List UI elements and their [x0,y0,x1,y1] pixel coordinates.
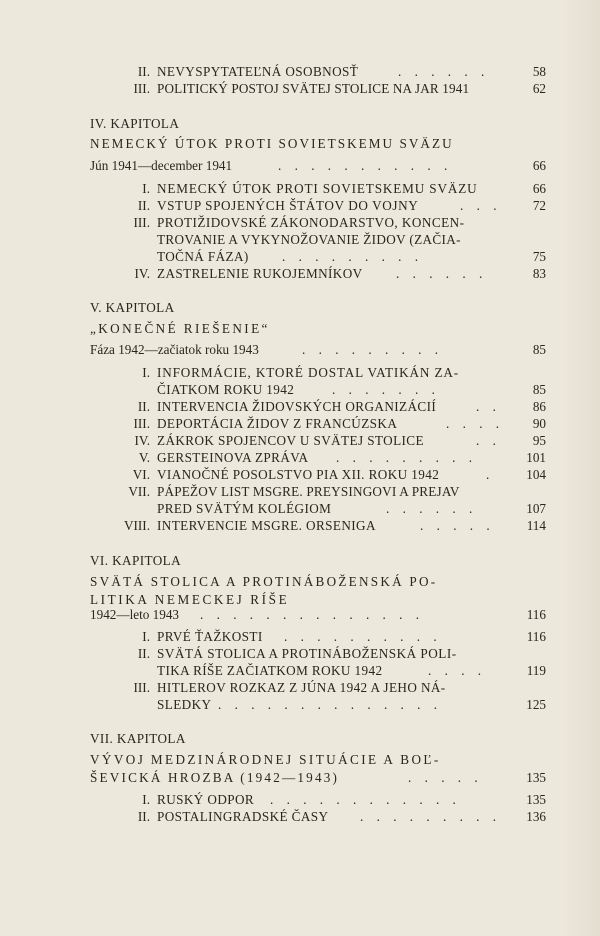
toc-entry [0,364,600,382]
toc-entry-continued [0,696,600,714]
chapter-number: VII. KAPITOLA [90,731,186,746]
entry-number: I. [142,181,150,196]
page-number: 90 [532,416,546,431]
entry-title: POLITICKÝ POSTOJ SVÄTEJ STOLICE NA JAR 1941 [157,81,470,96]
entry-title: SVÄTÁ STOLICA A PROTINÁBOŽENSKÁ POLI- [157,646,457,661]
entry-title: INTERVENCIA ŽIDOVSKÝCH ORGANIZÁCIÍ [157,399,437,414]
page-number: 104 [526,467,546,482]
leader-dots: . [486,467,495,482]
entry-number: II. [137,646,150,661]
toc-entry-continued [0,231,600,249]
toc-entry-continued [0,500,600,518]
leader-dots: . . . . . . . . . . . [278,158,453,173]
chapter-period [0,157,600,175]
leader-dots: . . . . . . . . . [302,342,444,357]
entry-number: I. [142,629,150,644]
leader-dots: . . [476,399,501,414]
toc-entry [0,265,600,283]
page-number: 119 [526,663,546,678]
entry-title: PÁPEŽOV LIST MSGRE. PREYSINGOVI A PREJAV [157,484,460,499]
page-number: 101 [526,450,546,465]
leader-dots: . . . . . [408,770,483,785]
page-number: 116 [526,629,546,644]
entry-number: VII. [128,484,150,499]
leader-dots: . . . . . . [386,501,478,516]
page-number: 83 [532,266,546,281]
entry-number: II. [137,809,150,824]
entry-title: ZÁKROK SPOJENCOV U SVÄTEJ STOLICE [157,433,424,448]
page-number: 135 [526,792,546,807]
entry-title: NEMECKÝ ÚTOK PROTI SOVIETSKEMU SVÄZU [157,181,478,196]
toc-entry [0,628,600,646]
page-number: 85 [532,342,546,357]
entry-number: II. [137,64,150,79]
entry-number: III. [133,680,150,695]
chapter-title [0,135,600,153]
entry-number: III. [133,416,150,431]
leader-dots: . . . . [446,416,505,431]
entry-number: IV. [134,266,150,281]
chapter-number: VI. KAPITOLA [90,553,182,568]
toc-entry [0,483,600,501]
entry-number: VI. [132,467,150,482]
leader-dots: . . . . . . . [332,382,440,397]
toc-entry [0,449,600,467]
chapter-title [0,573,600,591]
entry-title: TIKA RÍŠE ZAČIATKOM ROKU 1942 [157,663,383,678]
page-number: 114 [526,518,546,533]
chapter-title-text: SVÄTÁ STOLICA A PROTINÁBOŽENSKÁ PO- [90,574,438,589]
leader-dots: . . . . . [420,518,495,533]
toc-entry [0,197,600,215]
leader-dots: . . [476,433,501,448]
entry-number: VIII. [124,518,150,533]
toc-entry [0,398,600,416]
toc-entry [0,645,600,663]
leader-dots: . . . . . . [398,64,490,79]
toc-entry [0,180,600,198]
page-number: 58 [532,64,546,79]
entry-title: HITLEROV ROZKAZ Z JÚNA 1942 A JEHO NÁ- [157,680,446,695]
leader-dots: . . . . . . . . . . . . . . [200,607,425,622]
leader-dots: . . . . . . . . . . . . [270,792,461,807]
chapter-heading [0,299,600,317]
leader-dots: . . . . . . . . . [282,249,424,264]
toc-entry [0,808,600,826]
page-number: 95 [532,433,546,448]
toc-entry-continued [0,248,600,266]
entry-title: TROVANIE A VYKYNOŽOVANIE ŽIDOV (ZAČIA- [157,232,461,247]
leader-dots: . . . . . . . . . . [284,629,442,644]
chapter-number: IV. KAPITOLA [90,116,180,131]
entry-title: POSTALINGRADSKÉ ČASY [157,809,329,824]
entry-title: TOČNÁ FÁZA) [157,249,249,264]
toc-entry [0,415,600,433]
leader-dots: . . . . . . [396,266,488,281]
page-number: 116 [526,607,546,622]
toc-entry [0,432,600,450]
chapter-title-text: ŠEVICKÁ HROZBA (1942—1943) [90,770,340,785]
entry-title: DEPORTÁCIA ŽIDOV Z FRANCÚZSKA [157,416,398,431]
leader-dots: . . . . [428,663,487,678]
leader-dots: . . . [460,198,502,213]
toc-entry-continued [0,662,600,680]
toc-entry [0,214,600,232]
page-number: 66 [532,181,546,196]
entry-title: PROTIŽIDOVSKÉ ZÁKONODARSTVO, KONCEN- [157,215,465,230]
page-number: 75 [532,249,546,264]
entry-title: ČIATKOM ROKU 1942 [157,382,295,397]
page-number: 72 [532,198,546,213]
entry-title: GERSTEINOVA ZPRÁVA [157,450,309,465]
toc-entry [0,517,600,535]
chapter-title-text: VÝVOJ MEDZINÁRODNEJ SITUÁCIE A BOĽ- [90,752,441,767]
toc-entry [0,466,600,484]
leader-dots: . . . . . . . . . . . . . . [218,697,443,712]
leader-dots: . . . . . . . . . [360,809,502,824]
chapter-period [0,341,600,359]
entry-title: INFORMÁCIE, KTORÉ DOSTAL VATIKÁN ZA- [157,365,459,380]
chapter-heading [0,552,600,570]
chapter-number: V. KAPITOLA [90,300,175,315]
period-text: Jún 1941—december 1941 [90,158,233,173]
period-text: Fáza 1942—začiatok roku 1943 [90,342,259,357]
page-number: 107 [526,501,546,516]
toc-entry [0,80,600,98]
toc-entry [0,679,600,697]
page-number: 66 [532,158,546,173]
chapter-title [0,320,600,338]
entry-number: IV. [134,433,150,448]
entry-title: PRVÉ ŤAŽKOSTI [157,629,263,644]
entry-number: II. [137,399,150,414]
entry-number: I. [142,792,150,807]
entry-title: ZASTRELENIE RUKOJEMNÍKOV [157,266,363,281]
entry-title: VIANOČNÉ POSOLSTVO PIA XII. ROKU 1942 [157,467,440,482]
entry-title: INTERVENCIE MSGRE. ORSENIGA [157,518,376,533]
period-text: 1942—leto 1943 [90,607,180,622]
entry-number: II. [137,198,150,213]
page-number: 86 [532,399,546,414]
chapter-title-text: LITIKA NEMECKEJ RÍŠE [90,592,290,607]
chapter-title [0,769,600,787]
entry-title: RUSKÝ ODPOR [157,792,255,807]
entry-title: SLEDKY [157,697,212,712]
entry-number: V. [138,450,150,465]
toc-entry-continued [0,381,600,399]
page-number: 125 [526,697,546,712]
page-number: 62 [532,81,546,96]
entry-title: NEVYSPYTATEĽNÁ OSOBNOSŤ [157,64,359,79]
entry-number: III. [133,215,150,230]
page-number: 135 [526,770,546,785]
chapter-title-text: NEMECKÝ ÚTOK PROTI SOVIETSKEMU SVÄZU [90,136,454,151]
leader-dots: . . . . . . . . . [336,450,478,465]
page-number: 85 [532,382,546,397]
entry-title: PRED SVÄTÝM KOLÉGIOM [157,501,332,516]
chapter-title [0,751,600,769]
chapter-heading [0,115,600,133]
entry-number: I. [142,365,150,380]
chapter-period [0,606,600,624]
page-number: 136 [526,809,546,824]
entry-title: VSTUP SPOJENÝCH ŠTÁTOV DO VOJNY [157,198,419,213]
chapter-title-text: „KONEČNÉ RIEŠENIE“ [90,321,270,336]
toc-entry [0,791,600,809]
toc-entry [0,63,600,81]
chapter-heading [0,730,600,748]
entry-number: III. [133,81,150,96]
